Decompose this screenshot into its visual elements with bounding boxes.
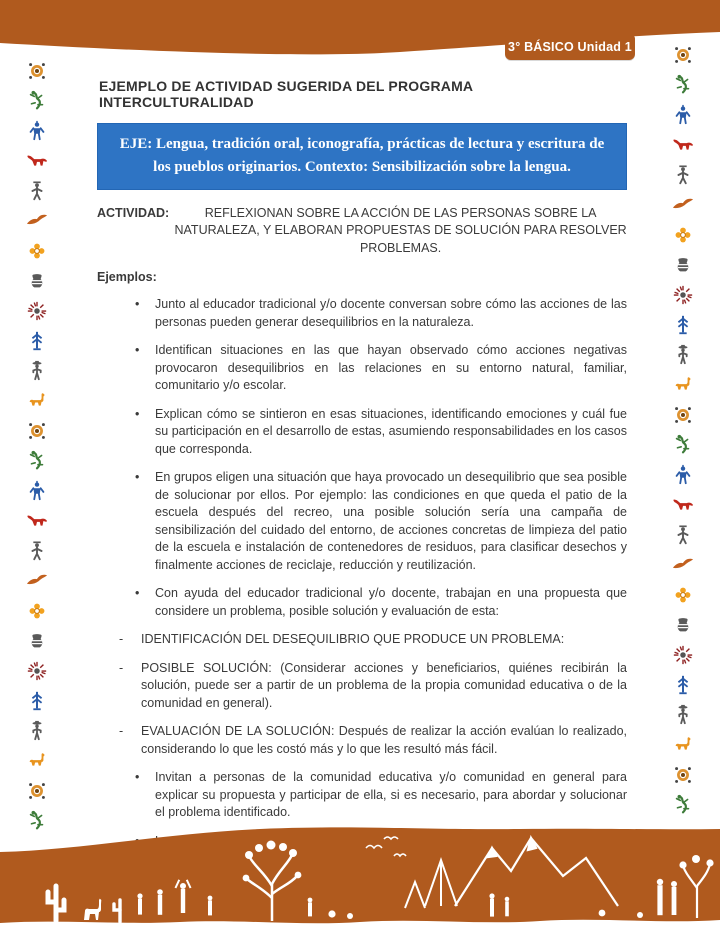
activity-label: ACTIVIDAD: <box>97 205 170 220</box>
unit-badge <box>505 33 635 60</box>
bullet-marker: • <box>135 586 140 600</box>
sun-symbol-icon <box>672 404 694 426</box>
examples-list <box>97 296 627 885</box>
list-item <box>97 296 627 331</box>
pot-icon <box>26 630 48 652</box>
bullet-marker: • <box>135 343 140 357</box>
dash-marker: - <box>119 632 124 646</box>
bullet-marker: • <box>135 406 140 421</box>
person-hat-icon <box>672 344 694 366</box>
document-body <box>97 70 627 896</box>
flower-icon <box>26 240 48 262</box>
condor-icon <box>672 194 694 216</box>
sunburst-icon <box>26 300 48 322</box>
bullet-marker: • <box>135 470 140 484</box>
examples-label: Ejemplos: <box>97 270 157 284</box>
list-item <box>97 342 627 395</box>
standing-person-icon <box>26 540 48 562</box>
totem-figure-icon <box>672 104 694 126</box>
list-item <box>97 631 627 649</box>
totem-tree-icon <box>26 330 48 352</box>
fox-icon <box>672 494 694 516</box>
list-item-text: Invitan a personas de la comunidad educativa y/o comunidad en general para explicar su propuesta y participar de ella, si es necesario, para abordar y solucionar el problema identificado. <box>155 770 627 819</box>
standing-person-icon <box>672 164 694 186</box>
list-item-text: Con ayuda del educador tradicional y/o docente, trabajan en una propuesta que considere un problema, posible solución y evaluación de esta: <box>155 586 627 618</box>
bullet-marker: • <box>135 297 140 311</box>
list-item-text: Explican cómo se sintieron en esas situaciones, identificando emociones y cuál fue su participación en el desarrollo de estas, asumiendo responsabilidades en los casos que corresponda. <box>155 406 627 456</box>
totem-figure-icon <box>26 120 48 142</box>
standing-person-icon <box>26 180 48 202</box>
llama-icon <box>672 374 694 396</box>
sunburst-icon <box>672 644 694 666</box>
sun-symbol-icon <box>26 60 48 82</box>
eje-highlight-box <box>97 123 627 190</box>
list-item-text: En grupos eligen una situación que haya provocado un desequilibrio que sea posible de solucionar por ellos. Por ejemplo: las condiciones en que queda el patio de la escuela después del recreo, una posible solución sería una campaña de sensibilización del cuidado del entorno, de acciones concretas de limpieza del patio de la escuela e instalación de contenedores de residuos, para clasificar desechos y finalmente acciones de reciclaje, reducción y reutilización. <box>155 470 627 572</box>
list-item-text: POSIBLE SOLUCIÓN: (Considerar acciones y beneficiarios, quiénes recibirán la solución, puede ser a partir de un problema de la propia comunidad educativa o de la comunidad en general). <box>141 660 627 710</box>
flower-icon <box>26 600 48 622</box>
standing-person-icon <box>672 524 694 546</box>
dash-marker: - <box>119 724 124 738</box>
llama-icon <box>26 750 48 772</box>
person-hat-icon <box>672 704 694 726</box>
list-item-text: Identifican situaciones en las que hayan observado cómo acciones negativas provocaron desequilibrios en las relaciones en su entorno natural, familiar, comunitario y/o escolar. <box>155 343 627 392</box>
lizard-icon <box>672 74 694 96</box>
list-item-text: Junto al educador tradicional y/o docente conversan sobre cómo las acciones de las personas pueden generar desequilibrios en la naturaleza. <box>155 297 627 329</box>
bullet-marker: • <box>135 770 140 784</box>
totem-tree-icon <box>672 314 694 336</box>
lizard-icon <box>672 434 694 456</box>
eje-text: EJE: Lengua, tradición oral, iconografía, prácticas de lectura y escritura de los pueblos originarios. Contexto: Sensibilización sobre la lengua. <box>119 136 605 176</box>
dash-marker: - <box>119 660 124 675</box>
list-item <box>97 660 627 713</box>
list-item <box>97 723 627 758</box>
person-hat-icon <box>26 720 48 742</box>
sun-symbol-icon <box>672 764 694 786</box>
pot-icon <box>672 254 694 276</box>
pot-icon <box>672 614 694 636</box>
totem-figure-icon <box>672 464 694 486</box>
lizard-icon <box>26 450 48 472</box>
totem-tree-icon <box>26 690 48 712</box>
unit-badge-label: 3° BÁSICO Unidad 1 <box>508 39 632 54</box>
condor-icon <box>26 210 48 232</box>
footer-landscape-illustration <box>0 826 720 932</box>
llama-icon <box>26 390 48 412</box>
page-title: EJEMPLO DE ACTIVIDAD SUGERIDA DEL PROGRAMA INTERCULTURALIDAD <box>99 78 473 110</box>
sun-symbol-icon <box>26 780 48 802</box>
fox-icon <box>672 134 694 156</box>
totem-figure-icon <box>26 480 48 502</box>
fox-icon <box>26 510 48 532</box>
lizard-icon <box>26 90 48 112</box>
list-item <box>97 469 627 574</box>
fox-icon <box>26 150 48 172</box>
sun-symbol-icon <box>26 420 48 442</box>
flower-icon <box>672 584 694 606</box>
person-hat-icon <box>26 360 48 382</box>
activity-text: REFLEXIONAN SOBRE LA ACCIÓN DE LAS PERSONAS SOBRE LA NATURALEZA, Y ELABORAN PROPUESTAS DE SOLUCIÓN PARA RESOLVER PROBLEMAS. <box>174 205 627 255</box>
totem-tree-icon <box>672 674 694 696</box>
lizard-icon <box>672 794 694 816</box>
sunburst-icon <box>26 660 48 682</box>
llama-icon <box>672 734 694 756</box>
list-item-text: IDENTIFICACIÓN DEL DESEQUILIBRIO QUE PRODUCE UN PROBLEMA: <box>141 632 565 646</box>
condor-icon <box>26 570 48 592</box>
list-item <box>97 585 627 620</box>
flower-icon <box>672 224 694 246</box>
sunburst-icon <box>672 284 694 306</box>
list-item-text: EVALUACIÓN DE LA SOLUCIÓN: Después de realizar la acción evalúan lo realizado, considerando lo que les costó más y lo que les resultó más fácil. <box>141 724 627 756</box>
list-item <box>97 769 627 822</box>
condor-icon <box>672 554 694 576</box>
list-item <box>97 406 627 459</box>
pot-icon <box>26 270 48 292</box>
activity-statement <box>97 205 627 258</box>
